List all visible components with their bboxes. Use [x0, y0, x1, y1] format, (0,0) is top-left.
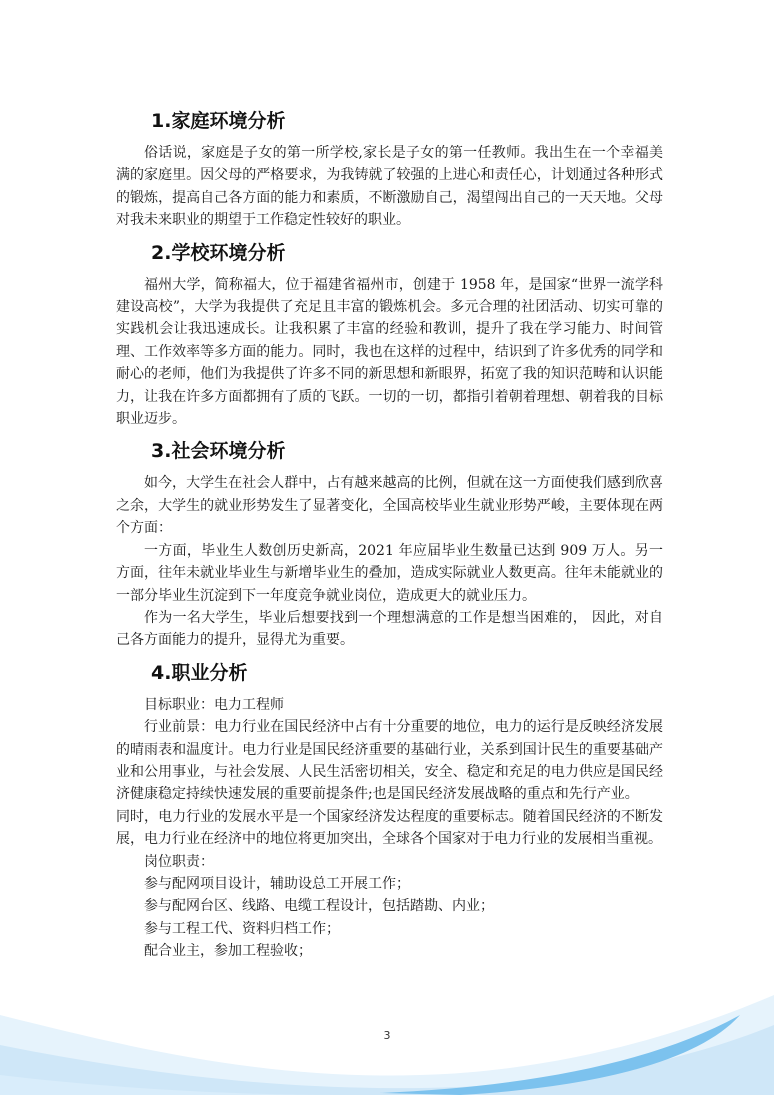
duty-item: 参与配网台区、线路、电缆工程设计，包括踏勘、内业； [144, 898, 494, 915]
paragraph: 俗话说，家庭是子女的第一所学校,家长是子女的第一任教师。我出生在一个幸福美满的家庭里。因父母的严格要求，为我铸就了较强的上进心和责任心，计划通过各种形式的锻炼，提高自己各方面的能力和素质，不断激励自己，渴望闯出自己的一天天地。父母对我未来职业的期望于工作稳定性较好的职业。 [116, 145, 663, 229]
section-heading: 3.社会环境分析 [151, 440, 286, 463]
duty-item: 参与配网项目设计，辅助设总工开展工作； [144, 875, 410, 892]
paragraph-target-job: 目标职业：电力工程师 [144, 696, 284, 713]
paragraph: 福州大学，简称福大，位于福建省福州市，创建于 1958 年，是国家“世界一流学科建设高校”，大学为我提供了充足且丰富的锻炼机会。多元合理的社团活动、切实可靠的实践机会让我迅速成长。让我积累了丰富的经验和教训，提升了我在学习能力、时间管理、工作效率等多方面的能力。同时，我也在这样的过程中，结识到了许多优秀的同学和耐心的老师，他们为我提供了许多不同的新思想和新眼界，拓宽了我的知识范畴和认识能力，让我在许多方面都拥有了质的飞跃。一切的一切，都指引着朝着理想、朝着我的目标职业迈步。 [116, 276, 663, 428]
section-society [116, 438, 663, 651]
paragraph: 一方面，毕业生人数创历史新高，2021 年应届毕业生数量已达到 909 万人。另一方面，往年未就业毕业生与新增毕业生的叠加，造成实际就业人数更高。往年未能就业的一部分毕业生沉淀到下一年度竞争就业岗位，造成更大的就业压力。 [116, 542, 663, 604]
section-heading: 2.学校环境分析 [151, 241, 286, 264]
section-family [116, 108, 663, 232]
duty-item: 参与工程工代、资料归档工作； [144, 920, 340, 937]
page-number: 3 [383, 1029, 391, 1042]
duties-title: 岗位职责： [144, 853, 214, 870]
duty-item: 配合业主，参加工程验收； [144, 943, 312, 960]
paragraph: 如今，大学生在社会人群中，占有越来越高的比例，但就在这一方面使我们感到欣喜之余，大学生的就业形势发生了显著变化，全国高校毕业生就业形势严峻，主要体现在两个方面： [116, 475, 663, 537]
document-body [116, 108, 663, 971]
section-heading: 1.家庭环境分析 [151, 110, 286, 132]
section-heading: 4.职业分析 [151, 661, 248, 684]
paragraph: 同时，电力行业的发展水平是一个国家经济发达程度的重要标志。随着国民经济的不断发展，电力行业在经济中的地位将更加突出，全球各个国家对于电力行业的发展相当重视。 [116, 808, 663, 848]
section-career [116, 660, 663, 963]
section-school [116, 240, 663, 431]
paragraph: 作为一名大学生，毕业后想要找到一个理想满意的工作是想当困难的， 因此，对自己各方面能力的提升，显得尤为重要。 [116, 609, 663, 649]
paragraph-industry-outlook: 行业前景：电力行业在国民经济中占有十分重要的地位，电力的运行是反映经济发展的晴雨表和温度计。电力行业是国民经济重要的基础行业，关系到国计民生的重要基础产业和公用事业，与社会发展、人民生活密切相关，安全、稳定和充足的电力供应是国民经济健康稳定持续快速发展的重要前提条件;也是国民经济发展战略的重点和先行产业。 [116, 719, 663, 803]
